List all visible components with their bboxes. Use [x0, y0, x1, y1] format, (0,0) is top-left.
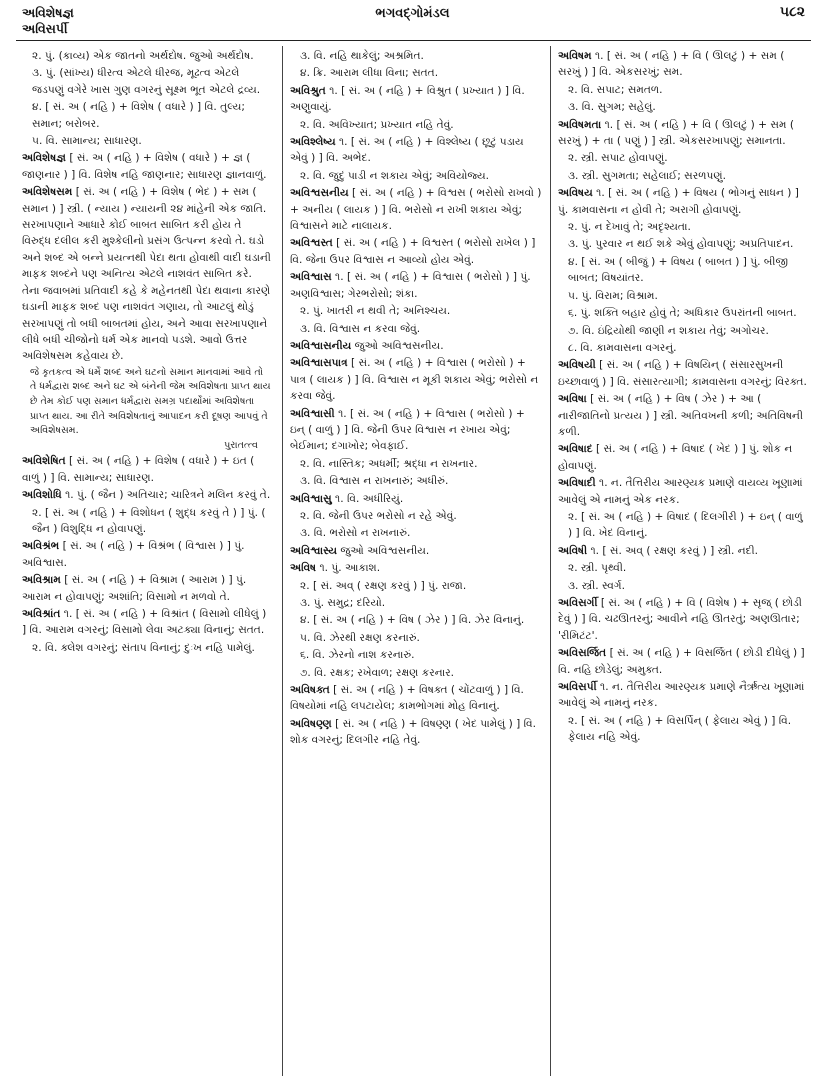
entry-sense	[290, 456, 542, 472]
entry-sense	[290, 48, 542, 64]
entry-sense	[22, 99, 272, 132]
definition-text: ૨. વિ. ક્લેશ વગરનું; સંતાપ વિનાનું; દુઃખ નહિ પામેલું.	[32, 641, 255, 654]
dictionary-entry	[290, 682, 542, 715]
dictionary-entry	[22, 572, 272, 605]
definition-text: [ સં. અ ( નહિ ) + વિષણ્ણ ( ખેદ પામેલું ) ] વિ. શોક વગરનું; દિલગીર નહિ તેવું.	[290, 717, 536, 747]
dictionary-entry	[290, 543, 542, 559]
dictionary-entry	[22, 184, 272, 364]
headword: અવિષક્ત	[290, 684, 330, 697]
entry-sense	[558, 713, 810, 746]
entry-sense	[558, 340, 810, 356]
entry-sense	[290, 647, 542, 663]
definition-text: [ સં. અ ( નહિ ) + વિષ ( ઝેર ) + આ ( નારીજાતિનો પ્રત્યય ) ] સ્ત્રી. અતિવખની કળી; અતિવિષની કળી.	[558, 393, 803, 438]
definition-text: ૮. વિ. કામવાસના વગરનું.	[568, 341, 677, 354]
dictionary-entry	[558, 543, 810, 559]
dictionary-entry	[22, 538, 272, 571]
definition-text: ૩. વિ. સુગમ; સહેલું.	[568, 101, 656, 114]
definition-text: ૧. [ સં. અ ( નહિ ) + વિ ( ઊલટું ) + સમ ( સરખું ) + તા ( પણું ) ] સ્ત્રી. એકસરખાપણું; સમાનતા.	[558, 118, 794, 148]
headword: અવિષણ્ણ	[290, 717, 332, 730]
headword: અવિસર્ગી	[558, 597, 598, 609]
definition-text: ૨. [ સં. અ ( નહિ ) + વિષાદ ( દિલગીરી ) + ઇન્ ( વાળું ) ] વિ. ખેદ વિનાનું.	[568, 510, 803, 540]
guide-word-last: અવિસર્પી	[22, 21, 68, 36]
definition-text: ૩. વિ. વિશ્વાસ ન કરવા જેવું.	[300, 322, 421, 335]
entry-column-1	[22, 48, 272, 1076]
definition-text: ૪. [ સં. અ ( નહિ ) + વિશેષ ( વધારે ) ] વિ. તુલ્ય; સમાન; બરોબર.	[32, 101, 245, 130]
entry-sense	[290, 595, 542, 611]
dictionary-entry	[290, 560, 542, 576]
definition-text: ૩. સ્ત્રી. સ્વર્ગ.	[568, 579, 625, 592]
definition-text: [ સં. અ ( નહિ ) + વિશ્રામ ( આરામ ) ] પું. આરામ ન હોવાપણું; અશાંતિ; વિસામો ન મળવો તે.	[22, 574, 247, 603]
definition-text: ૨. પું. (કાવ્ય) એક જાતનો અર્થદોષ. જુઓ અર્થદોષ.	[32, 50, 254, 62]
headword: અવિષમતા	[558, 118, 602, 131]
entry-sense	[558, 305, 810, 321]
definition-text: ૩. વિ. વિશ્વાસ ન રાખનારું; અધીરું.	[300, 475, 449, 488]
definition-text: [ સં. અ ( નહિ ) + વિશેષ ( વધારે ) + ઇત ( વાળું ) ] વિ. સામાન્ય; સાધારણ.	[22, 455, 255, 484]
dictionary-entry	[22, 150, 272, 183]
entry-sense	[22, 48, 272, 64]
headword: અવિશ્વાસુ	[290, 492, 332, 505]
headword: અવિસર્જિત	[558, 647, 607, 660]
headword: અવિશ્રંભ	[22, 540, 60, 553]
definition-text: ૩. વિ. નહિ થાકેલું; અશ્રમિત.	[300, 50, 424, 62]
definition-text: જુઓ અવિશ્વસનીય.	[351, 339, 444, 352]
definition-text: [ સં. અ ( નહિ ) + વિષયિન્ ( સંસારસુખની ઇચ્છાવાળું ) ] વિ. સંસારત્યાગી; કામવાસના વગરનું; વિરક્ત.	[558, 359, 807, 388]
entry-sense	[558, 150, 810, 166]
headword: અવિશેષિત	[22, 455, 66, 468]
definition-text: ૭. વિ. ઇંદ્રિયોથી જાણી ન શકાય તેવું; અગોચર.	[568, 324, 769, 337]
dictionary-entry	[558, 117, 810, 150]
entry-sense	[558, 219, 810, 235]
entry-sense	[290, 612, 542, 628]
definition-text: ૧. [ સં. અવ્ ( રક્ષણ કરવું ) ] સ્ત્રી. નદી.	[587, 544, 758, 557]
entry-sense	[290, 473, 542, 489]
definition-text: ૩. પું. પુરવાર ન થઈ શકે એવું હોવાપણું; અપ્રતિપાદન.	[568, 238, 794, 251]
definition-text: ૨. વિ. નાસ્તિક; અધર્મી; શ્રદ્ધા ન રાખનાર.	[300, 457, 478, 470]
entry-sense	[558, 578, 810, 594]
headword: અવિશ્રાંત	[22, 607, 61, 620]
entry-sense	[290, 65, 542, 81]
headword: અવિશ્વાસ્ય	[290, 544, 338, 557]
headword: અવિશ્વાસી	[290, 407, 335, 420]
headword: અવિસર્પી	[558, 681, 597, 694]
definition-text: ૨. વિ. અવિખ્યાત; પ્રખ્યાત નહિ તેવું.	[300, 118, 454, 131]
entry-sense	[558, 323, 810, 339]
definition-text: [ સં. અ ( નહિ ) + વિષાદ ( ખેદ ) ] પું. શોક ન હોવાપણું.	[558, 443, 793, 472]
entry-sense	[290, 321, 542, 337]
entry-sense	[558, 509, 810, 542]
headword: અવિષ	[290, 562, 317, 575]
entry-sense	[290, 303, 542, 319]
definition-text: ૩. પું. સમુદ્ર; દરિયો.	[300, 597, 386, 609]
definition-text: [ સં. અ ( નહિ ) + વિસર્જિત ( છોડી દીધેલું ) ] વિ. નહિ છોડેલું; અમુક્ત.	[558, 647, 805, 676]
definition-text: ૨. વિ. જેની ઉપર ભરોસો ન રહે એવું.	[300, 509, 457, 522]
entry-column-2	[290, 48, 542, 1076]
entry-sense	[290, 630, 542, 646]
definition-text: ૪. [ સં. અ ( નહિ ) + વિષ ( ઝેર ) ] વિ. ઝેર વિનાનું.	[300, 614, 525, 627]
definition-text: ૨. પું. ખાતરી ન થવી તે; અનિશ્ચય.	[300, 305, 451, 318]
dictionary-entry	[558, 441, 810, 474]
definition-text: ૭. વિ. રક્ષક; રખેવાળ; રક્ષણ કરનાર.	[300, 666, 455, 679]
headword: અવિષય	[558, 187, 593, 200]
definition-text: ૧. ન. તૈત્તિરીય આરણ્યક પ્રમાણે નૈર્ઋત્ય ખૂણામાં આવેલું એ નામનું નરક.	[558, 681, 805, 710]
page-number: ૫૮૨	[779, 4, 805, 20]
running-title: ભગવદ્ગોમંડલ	[375, 6, 450, 21]
headword: અવિશ્રામ	[22, 574, 61, 587]
definition-text: ૬. વિ. ઝેરનો નાશ કરનારું.	[300, 649, 415, 662]
definition-text: ૩. વિ. ભરોસો ન રાખનારું.	[300, 527, 411, 540]
definition-text: ૨. વિ. સપાટ; સમતળ.	[568, 83, 663, 96]
headword: અવિષમ	[558, 50, 592, 62]
dictionary-entry	[22, 453, 272, 486]
entry-column-3	[558, 48, 810, 1076]
definition-text: ૧. [ સં. અ ( નહિ ) + વિશ્રુત ( પ્રખ્યાત ) ] વિ. અણુવાયું.	[290, 84, 525, 114]
definition-text: ૧. [ સં. અ ( નહિ ) + વિશ્વાસ ( ભરોસો ) ] પું. અણવિશ્વાસ; ગેરભરોસો; શંકા.	[290, 271, 531, 300]
definition-text: [ સં. અ ( નહિ ) + વિશ્વસ ( ભરોસો રાખવો ) + અનીય ( લાયક ) ] વિ. ભરોસો ન રાખી શકાય એવું; વિશ્વાસને માટે નાલાયક.	[290, 187, 542, 233]
definition-text: [ સં. અ ( નહિ ) + વિશેષ ( વધારે ) + જ્ઞ ( જાણનાર ) ] વિ. વિશેષ નહિ જાણનાર; સાધારણ જ્ઞાનવાળું.	[22, 152, 267, 181]
usage-note: જે કૃતકત્વ એ ધર્મે શબ્દ અને ઘટનો સમાન માનવામાં આવે તો તે ધર્મદ્વારા શબ્દ અને ઘટ એ બંનેની જેમ અવિશેષતા પ્રાપ્ત થાય છે તેમ કોઈ પણ સમાન ધર્મદ્વારા સમગ્ર પદાર્થોમાં અવિશેષતા પ્રાપ્ત થાય. આ રીતે અવિશેષતાનું આપાદન કરી દૂષણ આપવું તે અવિશેષસમ.	[30, 366, 271, 437]
entry-sense	[290, 578, 542, 594]
entry-sense	[290, 168, 542, 184]
definition-text: ૨. [ સં. અ ( નહિ ) + વિશોધન ( શુદ્ધ કરવું તે ) ] પું. ( જૈન ) વિશુદ્ધિ ન હોવાપણું.	[32, 506, 266, 535]
entry-sense	[558, 288, 810, 304]
definition-text: ૧. [ સં. અ ( નહિ ) + વિષય ( ભોગનું સાધન ) ] પું. કામવાસના ન હોવી તે; અરાગી હોવાપણું.	[558, 187, 799, 216]
definition-text: ૩. સ્ત્રી. સુગમતા; સહેલાઈ; સરળપણું.	[568, 169, 726, 182]
definition-text: ૪. ક્રિ. આરામ લીધા વિના; સતત.	[300, 67, 439, 80]
dictionary-entry	[290, 355, 542, 404]
header-rule	[16, 40, 811, 41]
definition-text: ૩. પું. (સાંખ્ય) ધીરત્વ એટલે ધીરજ, મૂઢત્વ એટલે જડપણું વગેરે ખાસ ગુણ વગરનું સૂક્ષ્મ ભૂત એટલે દ્રવ્ય.	[32, 67, 261, 96]
definition-text: [ સં. અ ( નહિ ) + વિશ્વાસ ( ભરોસો ) + પાત્ર ( લાયક ) ] વિ. વિશ્વાસ ન મૂકી શકાય એવું; ભરોસો ન કરવા જેવું.	[290, 357, 539, 403]
column-divider	[550, 46, 551, 1076]
headword: અવિશ્રુત	[290, 84, 326, 97]
entry-sense	[22, 505, 272, 538]
headword: અવિષયી	[558, 359, 596, 372]
column-divider	[282, 46, 283, 1076]
entry-sense	[290, 665, 542, 681]
definition-text: ૨. [ સં. અ ( નહિ ) + વિસર્પિન્ ( ફેલાય એવું ) ] વિ. ફેલાય નહિ એવું.	[568, 714, 792, 744]
headword: અવિષાદ	[558, 443, 593, 456]
headword: અવિશોધિ	[22, 489, 62, 502]
definition-text: ૨. સ્ત્રી. સપાટ હોવાપણું.	[568, 152, 668, 165]
definition-text: ૫. વિ. ઝેરથી રક્ષણ કરનારું.	[300, 631, 420, 644]
headword: અવિશ્વાસ	[290, 271, 332, 284]
definition-text: ૨. [ સં. અવ્ ( રક્ષણ કરવું ) ] પું. રાજા.	[300, 579, 467, 592]
definition-text: [ સં. અ ( નહિ ) + વિશ્રંભ ( વિશ્વાસ ) ] પું. અવિશ્વાસ.	[22, 540, 245, 569]
headword: અવિશેષજ્ઞ	[22, 152, 66, 165]
definition-text: જુઓ અવિશ્વસનીય.	[337, 544, 430, 557]
headword: અવિષી	[558, 544, 588, 557]
page-header	[0, 0, 825, 46]
entry-sense	[558, 236, 810, 252]
dictionary-entry	[22, 606, 272, 639]
headword: અવિશેષસમ	[22, 186, 73, 199]
headword: અવિશ્વસનીય	[290, 187, 349, 200]
headword: અવિષાદી	[558, 477, 596, 490]
dictionary-entry	[558, 679, 810, 712]
definition-text: ૬. પું. શક્તિ બહાર હોવું તે; અધિકાર ઉપરાંતની બાબત.	[568, 307, 797, 320]
definition-text: ૧. [ સં. અ ( નહિ ) + વિશ્વાસ ( ભરોસો ) + ઇન્ ( વાળું ) ] વિ. જેની ઉપર વિશ્વાસ ન રખાય એવું; બેઈમાન; દગાખોર; બેવફાઈ.	[290, 407, 525, 453]
definition-text: ૧. પું. આકાશ.	[316, 562, 381, 575]
headword: અવિશ્વાસપાત્ર	[290, 357, 348, 370]
dictionary-entry	[558, 391, 810, 440]
definition-text: [ સં. અ ( નહિ ) + વિ ( વિશેષ ) + સૃજ્ ( છોડી દેવું ) ] વિ. ચઢઊતરનું; આવીને નહિ ઊતરતું; અણઊતાર; 'રીમિટંટ'.	[558, 597, 802, 642]
definition-text: [ સં. અ ( નહિ ) + વિશ્વસ્ત ( ભરોસો રાખેલ ) ] વિ. જેના ઉપર વિશ્વાસ ન આવ્યો હોય એવું.	[290, 237, 536, 266]
dictionary-entry	[290, 134, 542, 167]
definition-text: ૨. વિ. જુદું પાડી ન શકાય એવું; અવિયોજ્ય.	[300, 169, 490, 182]
dictionary-entry	[558, 357, 810, 390]
dictionary-entry	[558, 645, 810, 678]
definition-text: ૧. [ સં. અ ( નહિ ) + વિ ( ઊલટું ) + સમ ( સરખું ) ] વિ. એકસરખું; સમ.	[558, 50, 785, 79]
dictionary-entry	[22, 487, 272, 503]
definition-text: ૧. [ સં. અ ( નહિ ) + વિશ્લેષ્ય ( છૂટું પડાય એવું ) ] વિ. અભેદ.	[290, 136, 524, 165]
dictionary-entry	[290, 406, 542, 455]
definition-text: ૪. [ સં. અ ( બીજું ) + વિષય ( બાબત ) ] પું. બીજી બાબત; વિષયાંતર.	[568, 255, 789, 285]
entry-sense	[22, 640, 272, 656]
definition-text: ૨. સ્ત્રી. પૃથ્વી.	[568, 562, 627, 575]
entry-sense	[558, 99, 810, 115]
entry-sense	[558, 560, 810, 576]
dictionary-entry	[558, 185, 810, 218]
dictionary-entry	[290, 716, 542, 749]
definition-text: ૧. ન. તૈત્તિરીય આરણ્યક પ્રમાણે વાયવ્ય ખૂણામાં આવેલું એ નામનું એક નરક.	[558, 477, 803, 506]
entry-sense	[290, 117, 542, 133]
source-citation: પુરાતત્ત્વ	[224, 439, 258, 451]
headword: અવિશ્લેષ્ય	[290, 136, 336, 149]
dictionary-entry	[558, 475, 810, 508]
definition-text: [ સં. અ ( નહિ ) + વિશેષ ( ભેદ ) + સમ ( સમાન ) ] સ્ત્રી. ( ન્યાય ) ન્યાયની ૨૪ માંહેની એક જાતિ. સરખાપણાને આધારે કોઈ બાબત સાબિત કરી હોય તે વિરુદ્ધ દલીલ કરી મુશ્કેલીનો પ્રસંગ ઉત્પન્ન કરવો તે. ઘડો અને શબ્દ એ બન્ને પ્રયત્નથી પેદા થતા હોવાથી વાદી ઘડાની માફક શબ્દને પણ અનિત્ય એટલે નાશવંત સાબિત કરે. તેના જવાબમાં પ્રતિવાદી કહે કે મહેનતથી પેદા થવાના કારણે ઘડાની માફક શબ્દ પણ નાશવંત ગણાય, તો આટલું થોડું સરખાપણું તો બધી બાબતમાં હોય, અને આવા સરખાપણાને લીધે બધી ચીજોનો ધર્મ એક માનવો પડશે. આવો ઉત્તર અવિશેષસમ કહેવાય છે.	[22, 186, 271, 363]
headword: અવિષા	[558, 393, 587, 406]
entry-sense	[22, 65, 272, 98]
dictionary-entry	[558, 48, 810, 81]
entry-sense	[558, 82, 810, 98]
entry-sense	[290, 525, 542, 541]
definition-text: ૧. વિ. અધીરિયું.	[331, 492, 404, 505]
definition-text: ૫. પું. વિરામ; વિશ્રામ.	[568, 289, 658, 302]
definition-text: ૨. પું. ન દેખાવું તે; અદૃશ્યતા.	[568, 221, 691, 234]
entry-sense	[290, 508, 542, 524]
headword: અવિશ્વસ્ત	[290, 237, 333, 250]
definition-text: ૧. પું. ( જૈન ) અતિચાર; ચારિત્રને મલિન કરવું તે.	[61, 489, 271, 502]
headword: અવિશ્વાસનીય	[290, 339, 352, 352]
definition-text: [ સં. અ ( નહિ ) + વિષક્ત ( ચોંટવાળું ) ] વિ. વિષયોમાં નહિ લપટાયેલ; કામભોગમાં મોહ વિનાનું.	[290, 684, 524, 713]
guide-word-first: અવિશેષજ્ઞ	[22, 5, 74, 20]
dictionary-entry	[290, 235, 542, 268]
dictionary-entry	[290, 83, 542, 116]
dictionary-entry	[558, 595, 810, 644]
entry-sense	[22, 133, 272, 149]
dictionary-entry	[290, 491, 542, 507]
dictionary-entry	[290, 269, 542, 302]
definition-text: ૫. વિ. સામાન્ય; સાધારણ.	[32, 135, 142, 148]
entry-sense	[558, 168, 810, 184]
entry-sense	[558, 254, 810, 287]
dictionary-entry	[290, 338, 542, 354]
dictionary-entry	[290, 185, 542, 234]
definition-text: ૧. [ સં. અ ( નહિ ) + વિશ્રાંત ( વિસામો લીધેલું ) ] વિ. આરામ વગરનું; વિસામો લેવા અટક્યા વિનાનું; સતત.	[22, 607, 267, 637]
